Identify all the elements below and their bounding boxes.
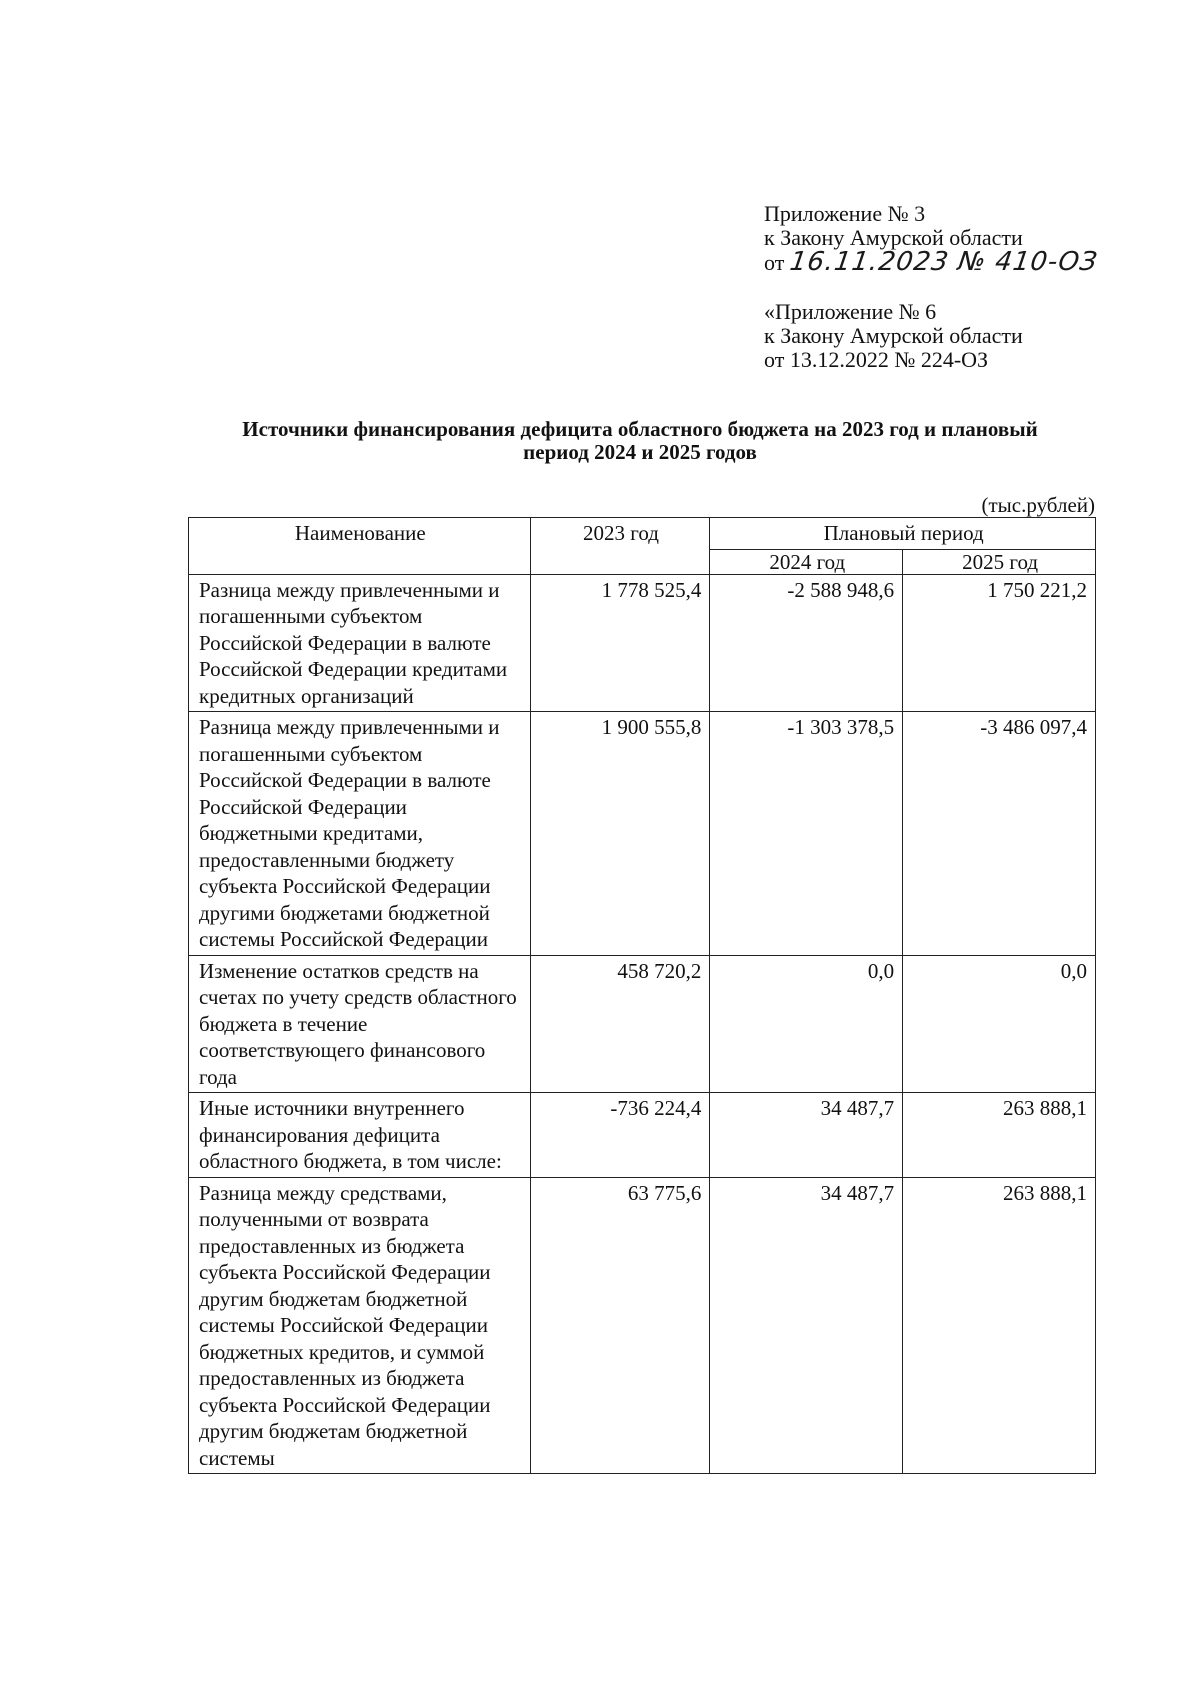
- row-value-2025: 1 750 221,2: [903, 574, 1096, 712]
- handwritten-date-number: 16.11.2023 № 410-ОЗ: [787, 247, 1100, 277]
- row-value-2023: 1 900 555,8: [530, 712, 710, 956]
- appendix-previous-header: [764, 300, 1023, 372]
- table-row: [189, 1093, 1096, 1178]
- table-row: [189, 955, 1096, 1093]
- header-2024: 2024 год: [710, 549, 903, 574]
- row-value-2025: 263 888,1: [903, 1177, 1096, 1474]
- header-name: Наименование: [189, 518, 531, 575]
- prev-appendix-law: к Закону Амурской области: [764, 323, 1023, 348]
- document-title: [180, 418, 1100, 464]
- header-planned-period: Плановый период: [710, 518, 1096, 550]
- row-value-2024: 0,0: [710, 955, 903, 1093]
- table-row: [189, 1177, 1096, 1474]
- table-row: [189, 574, 1096, 712]
- title-line-1: Источники финансирования дефицита областного бюджета на 2023 год и плановый: [242, 417, 1038, 441]
- row-name: Разница между средствами, полученными от возврата предоставленных из бюджета субъекта Российской Федерации другим бюджетам бюджетной системы Российской Федерации бюджетных кредитов, и суммой предоставленных из бюджета субъекта Российской Федерации другим бюджетам бюджетной системы: [189, 1177, 531, 1474]
- table-row: [189, 712, 1096, 956]
- appendix-date-prefix: от: [764, 250, 785, 275]
- header-2025: 2025 год: [903, 549, 1096, 574]
- row-value-2025: 0,0: [903, 955, 1096, 1093]
- header-2023: 2023 год: [530, 518, 710, 575]
- prev-appendix-number: «Приложение № 6: [764, 299, 937, 324]
- row-name: Разница между привлеченными и погашенными субъектом Российской Федерации в валюте Российской Федерации бюджетными кредитами, предоставленными бюджету субъекта Российской Федерации другими бюджетами бюджетной системы Российской Федерации: [189, 712, 531, 956]
- appendix-current-header: [764, 201, 1100, 277]
- appendix-law: к Закону Амурской области: [764, 225, 1023, 250]
- prev-appendix-date: от 13.12.2022 № 224-ОЗ: [764, 347, 989, 372]
- unit-label: (тыс.рублей): [981, 493, 1095, 517]
- row-value-2025: 263 888,1: [903, 1093, 1096, 1178]
- row-value-2024: 34 487,7: [710, 1177, 903, 1474]
- row-value-2023: -736 224,4: [530, 1093, 710, 1178]
- row-value-2025: -3 486 097,4: [903, 712, 1096, 956]
- row-name: Иные источники внутреннего финансирования дефицита областного бюджета, в том числе:: [189, 1093, 531, 1178]
- row-name: Изменение остатков средств на счетах по учету средств областного бюджета в течение соответствующего финансового года: [189, 955, 531, 1093]
- table-header-row: [189, 518, 1096, 550]
- row-value-2023: 63 775,6: [530, 1177, 710, 1474]
- appendix-number: Приложение № 3: [764, 201, 926, 226]
- row-value-2024: -1 303 378,5: [710, 712, 903, 956]
- row-value-2024: -2 588 948,6: [710, 574, 903, 712]
- financing-sources-table: [188, 517, 1096, 1474]
- title-line-2: период 2024 и 2025 годов: [523, 440, 757, 464]
- row-name: Разница между привлеченными и погашенными субъектом Российской Федерации в валюте Российской Федерации кредитами кредитных организаций: [189, 574, 531, 712]
- appendix-date-line: [764, 247, 1100, 277]
- row-value-2024: 34 487,7: [710, 1093, 903, 1178]
- row-value-2023: 458 720,2: [530, 955, 710, 1093]
- row-value-2023: 1 778 525,4: [530, 574, 710, 712]
